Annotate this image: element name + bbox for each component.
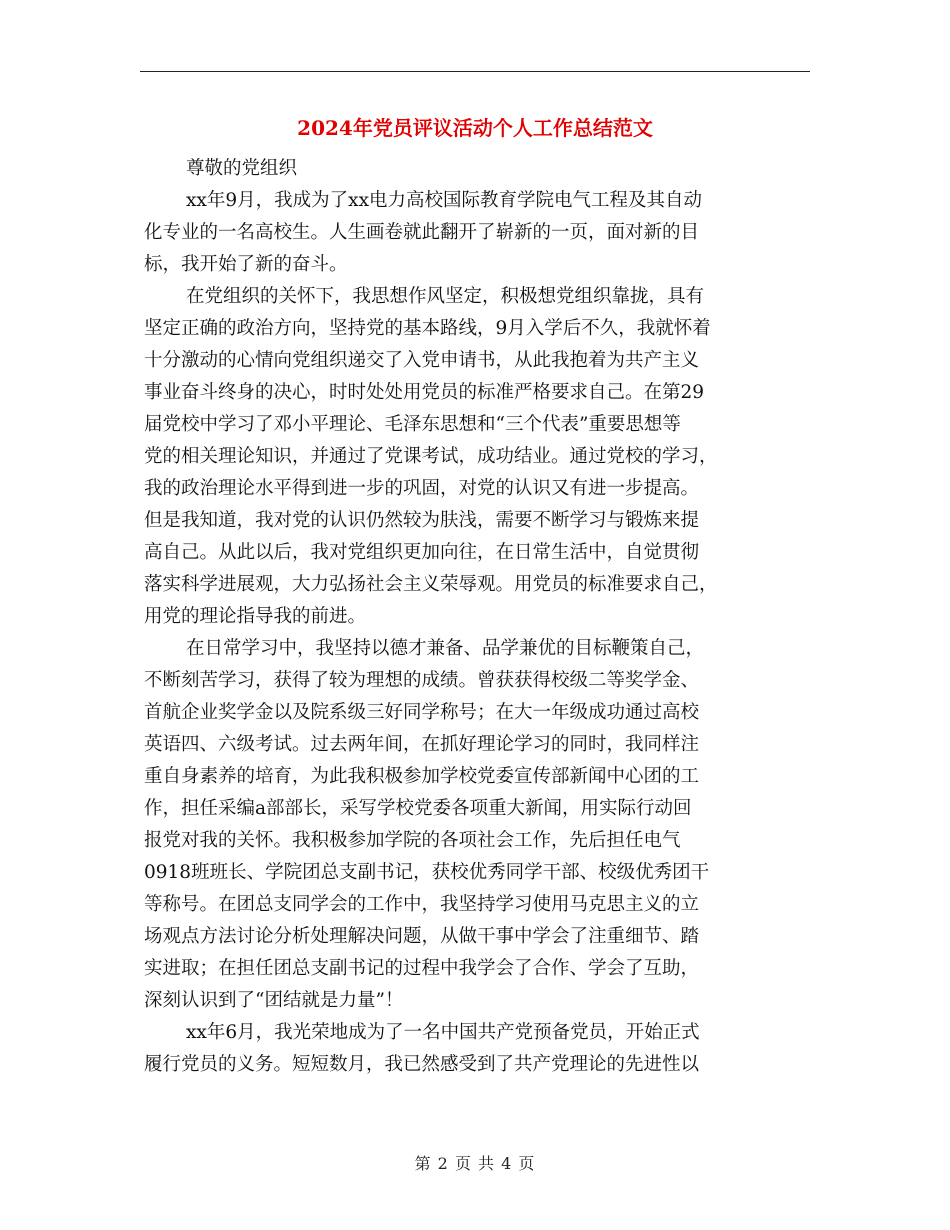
text-line: 不断刻苦学习，获得了较为理想的成绩。曾获获得校级二等奖学金、	[144, 670, 700, 691]
text-line: 党的相关理论知识，并通过了党课考试，成功结业。通过党校的学习，	[144, 446, 718, 467]
text-line: 等称号。在团总支同学会的工作中，我坚持学习使用马克思主义的立	[144, 894, 700, 915]
text-line: 用党的理论指导我的前进。	[144, 606, 367, 627]
text-line: 十分激动的心情向党组织递交了入党申请书，从此我抱着为共产主义	[144, 350, 700, 371]
document-body	[144, 153, 808, 1081]
text-line: 报党对我的关怀。我积极参加学院的各项社会工作，先后担任电气	[144, 830, 681, 851]
text-line: 届党校中学习了邓小平理论、毛泽东思想和“三个代表”重要思想等	[144, 414, 681, 435]
text-line: 在日常学习中，我坚持以德才兼备、品学兼优的目标鞭策自己，	[186, 638, 705, 659]
text-line: 化专业的一名高校生。人生画卷就此翻开了崭新的一页，面对新的目	[144, 222, 700, 243]
text-line: 实进取；在担任团总支副书记的过程中我学会了合作、学会了互助，	[144, 958, 700, 979]
text-line: xx年6月，我光荣地成为了一名中国共产党预备党员，开始正式	[186, 1022, 700, 1043]
text-line: 场观点方法讨论分析处理解决问题，从做干事中学会了注重细节、踏	[144, 926, 700, 947]
page-number-footer: 第 2 页 共 4 页	[414, 1154, 536, 1173]
text-line: 深刻认识到了“团结就是力量”！	[144, 990, 404, 1011]
text-line: 作，担任采编a部部长，采写学校党委各项重大新闻，用实际行动回	[144, 798, 692, 819]
text-line: 重自身素养的培育，为此我积极参加学校党委宣传部新闻中心团的工	[144, 766, 700, 787]
text-line: 坚定正确的政治方向，坚持党的基本路线，9月入学后不久，我就怀着	[144, 318, 711, 339]
header-rule	[140, 71, 810, 72]
text-line: 履行党员的义务。短短数月，我已然感受到了共产党理论的先进性以	[144, 1054, 700, 1075]
text-line: 首航企业奖学金以及院系级三好同学称号；在大一年级成功通过高校	[144, 702, 700, 723]
text-line: 英语四、六级考试。过去两年间，在抓好理论学习的同时，我同样注	[144, 734, 700, 755]
text-line: 高自己。从此以后，我对党组织更加向往，在日常生活中，自觉贯彻	[144, 542, 700, 563]
text-line: 我的政治理论水平得到进一步的巩固，对党的认识又有进一步提高。	[144, 478, 700, 499]
text-line: 事业奋斗终身的决心，时时处处用党员的标准严格要求自己。在第29	[144, 382, 705, 403]
text-line: 但是我知道，我对党的认识仍然较为肤浅，需要不断学习与锻炼来提	[144, 510, 700, 531]
text-line: 标，我开始了新的奋斗。	[144, 254, 348, 275]
text-line: 落实科学进展观，大力弘扬社会主义荣辱观。用党员的标准要求自己，	[144, 574, 718, 595]
text-line: 在党组织的关怀下，我思想作风坚定，积极想党组织靠拢，具有	[186, 286, 705, 307]
salutation-line: 尊敬的党组织	[186, 158, 298, 179]
text-line: xx年9月，我成为了xx电力高校国际教育学院电气工程及其自动	[186, 190, 703, 211]
document-title: 2024年党员评议活动个人工作总结范文	[297, 116, 653, 140]
text-line: 0918班班长、学院团总支副书记，获校优秀同学干部、校级优秀团干	[144, 862, 710, 883]
